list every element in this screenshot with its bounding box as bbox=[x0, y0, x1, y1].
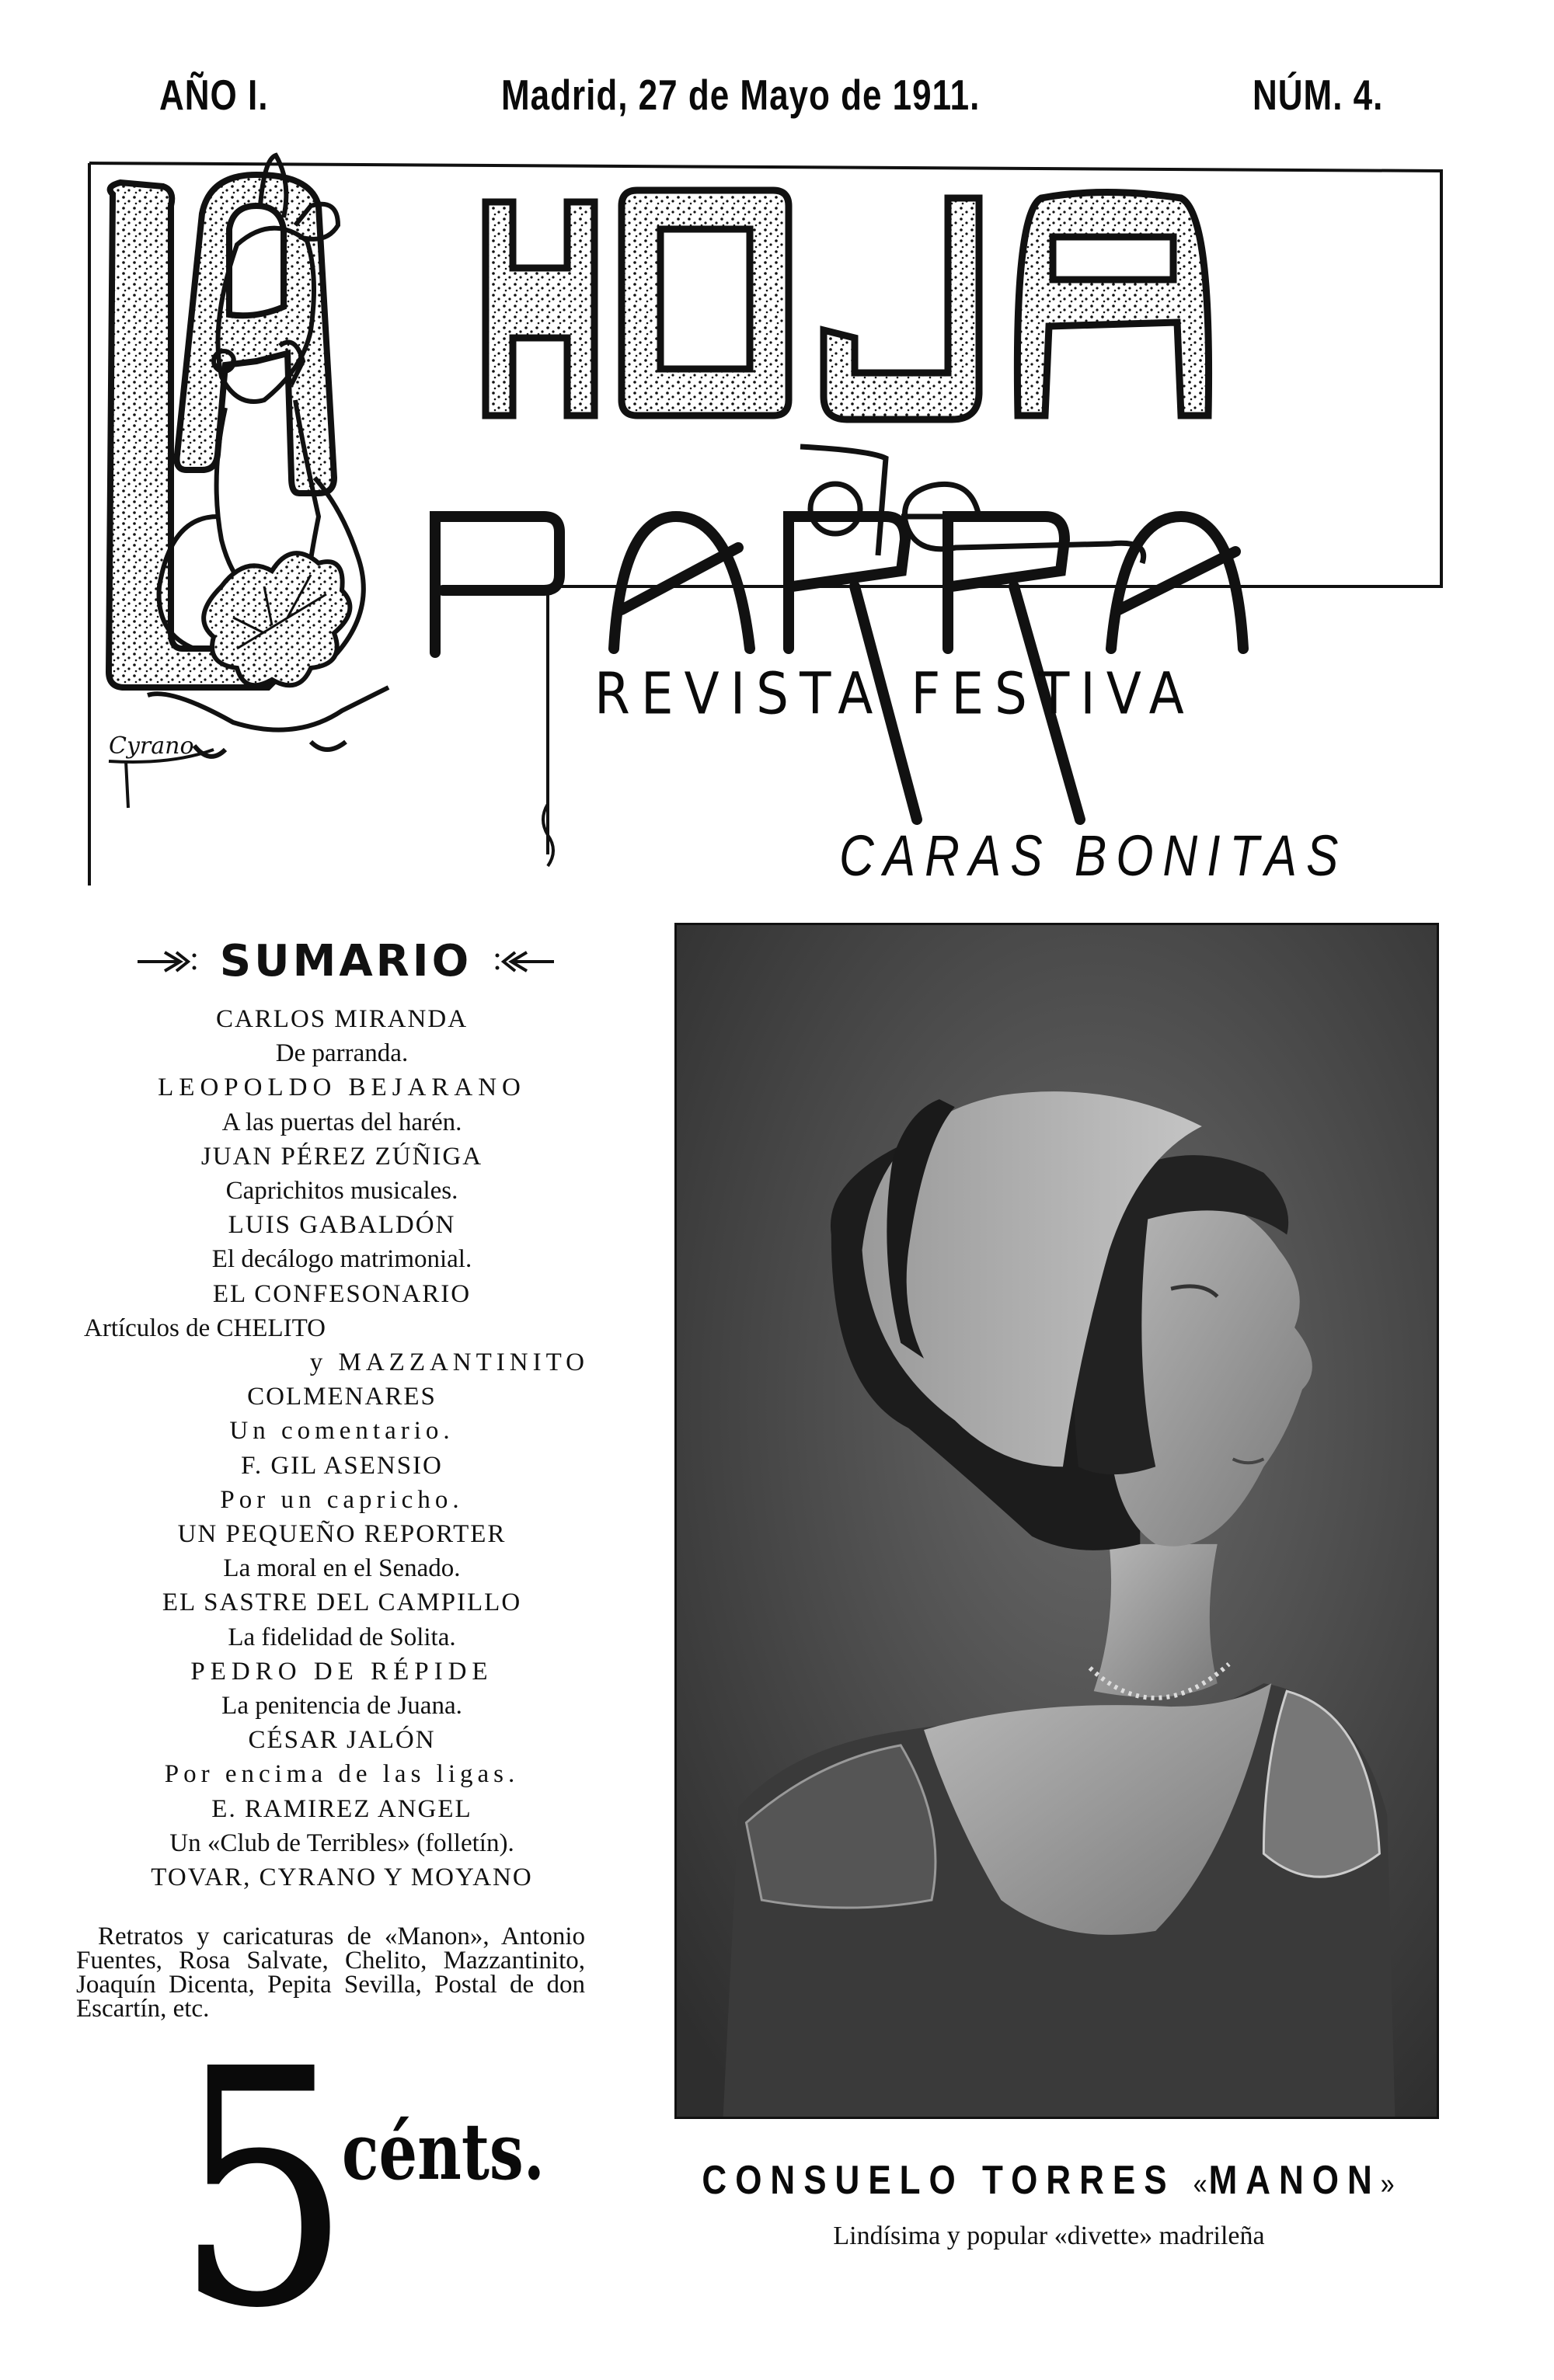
ornament-arrow-left-icon bbox=[488, 946, 558, 977]
ornament-arrow-right-icon bbox=[134, 946, 204, 977]
sumario-author: JUAN PÉREZ ZÚÑIGA bbox=[200, 1142, 483, 1171]
sumario-article: Caprichitos musicales. bbox=[225, 1177, 458, 1206]
sumario-list bbox=[62, 1002, 622, 1895]
sumario-article: Un comentario. bbox=[229, 1417, 455, 1446]
sumario-author: EL CONFESONARIO bbox=[212, 1279, 472, 1308]
sumario-article: Por encima de las ligas. bbox=[164, 1760, 520, 1789]
sumario-author: UN PEQUEÑO REPORTER bbox=[177, 1520, 507, 1549]
sumario-article: y MAZZANTINITO bbox=[309, 1348, 589, 1377]
sumario-article: El decálogo matrimonial. bbox=[211, 1245, 472, 1274]
caption-name: CONSUELO TORRES bbox=[702, 2158, 1176, 2203]
caption-nickname: MANON bbox=[1208, 2158, 1381, 2203]
issue-year: AÑO I. bbox=[159, 71, 269, 120]
sumario-author: F. GIL ASENSIO bbox=[241, 1451, 443, 1480]
sumario-author: TOVAR, CYRANO Y MOYANO bbox=[151, 1863, 533, 1892]
issue-number: NÚM. 4. bbox=[1253, 71, 1384, 120]
vine-leaf bbox=[204, 553, 350, 685]
sumario-article: Artículos de CHELITO bbox=[84, 1314, 326, 1342]
sumario-author: LUIS GABALDÓN bbox=[228, 1211, 456, 1240]
title-de-glyphs bbox=[800, 447, 1144, 563]
illustrations-note: Retratos y caricaturas de «Manon», Antonio Fuentes, Rosa Salvate, Chelito, Mazzantinito, Joaquín Dicenta, Pepita Sevilla, Postal de don Escartín, etc. bbox=[76, 1922, 585, 2023]
illustrator-signature: Cyrano bbox=[109, 732, 194, 760]
sumario-author: EL SASTRE DEL CAMPILLO bbox=[162, 1588, 522, 1617]
portrait-image bbox=[677, 925, 1437, 2117]
sumario-article: La fidelidad de Solita. bbox=[228, 1623, 456, 1651]
sumario-author: LEOPOLDO BEJARANO bbox=[158, 1073, 526, 1102]
sumario-author: CÉSAR JALÓN bbox=[248, 1726, 436, 1755]
sumario-heading bbox=[124, 936, 567, 986]
sumario-article: A las puertas del harén. bbox=[221, 1108, 462, 1136]
sumario-article: Un «Club de Terribles» (folletín). bbox=[169, 1828, 514, 1857]
price-unit: cénts. bbox=[342, 2106, 545, 2197]
photo-subcaption: Lindísima y popular «divette» madrileña bbox=[833, 2222, 1265, 2250]
dateline: Madrid, 27 de Mayo de 1911. bbox=[501, 71, 981, 120]
masthead-illustration bbox=[78, 151, 1453, 889]
sumario-author: E. RAMIREZ ANGEL bbox=[211, 1794, 472, 1823]
price-amount: 5 bbox=[175, 2000, 352, 2380]
sumario-article: La moral en el Senado. bbox=[223, 1554, 461, 1583]
masthead-subtitle: REVISTA FESTIVA bbox=[594, 660, 1195, 728]
sumario-title: SUMARIO bbox=[219, 936, 472, 986]
sumario-author: PEDRO DE RÉPIDE bbox=[190, 1657, 493, 1686]
caption-quote-open: « bbox=[1193, 2166, 1209, 2201]
title-hoja-glyphs bbox=[486, 190, 1209, 419]
section-title: CARAS BONITAS bbox=[839, 824, 1348, 889]
photo-caption bbox=[668, 2158, 1430, 2204]
sumario-article: Por un capricho. bbox=[220, 1485, 464, 1514]
sumario-article: De parranda. bbox=[275, 1039, 409, 1068]
caption-quote-close: » bbox=[1380, 2166, 1396, 2201]
sumario-author: COLMENARES bbox=[247, 1383, 437, 1411]
portrait-photo bbox=[674, 923, 1439, 2119]
sumario-author: CARLOS MIRANDA bbox=[215, 1005, 469, 1033]
sumario-article: La penitencia de Juana. bbox=[221, 1692, 462, 1721]
